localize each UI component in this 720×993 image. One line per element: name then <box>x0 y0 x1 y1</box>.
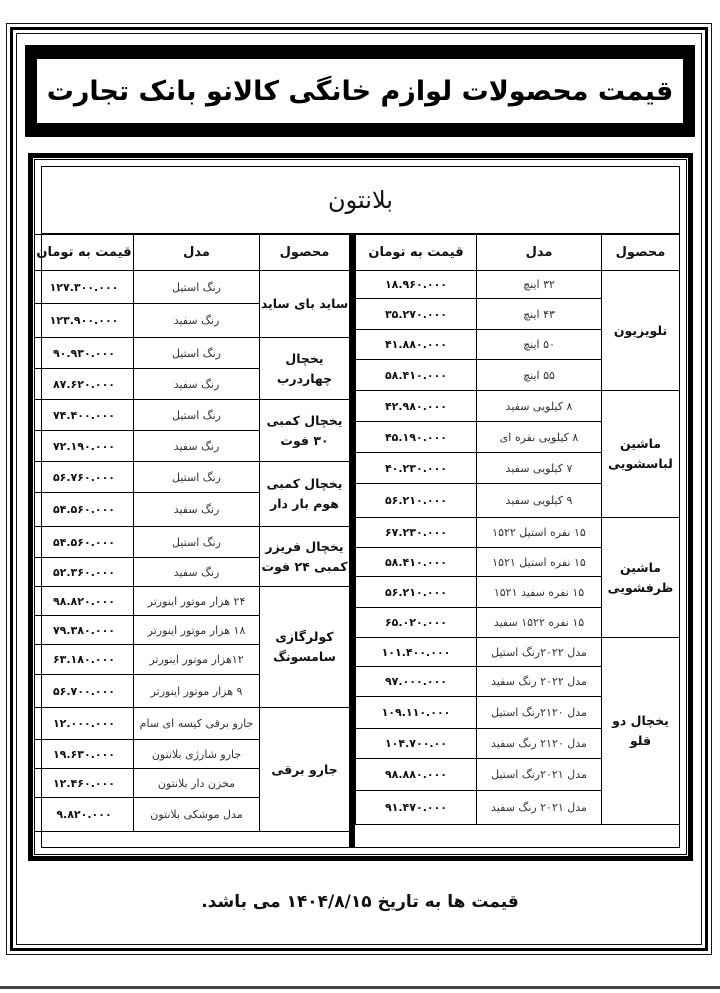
product-cell: ماشین لباسشویی <box>602 391 680 518</box>
header-model: مدل <box>477 235 602 271</box>
table-row <box>35 708 350 740</box>
price-cell: ۱۸.۹۶۰.۰۰۰ <box>356 271 477 299</box>
model-cell: مدل ۲۰۲۱رنگ استیل <box>477 759 602 791</box>
right-price-table <box>355 234 679 847</box>
price-cell: ۱۰۹.۱۱۰.۰۰۰ <box>356 697 477 729</box>
price-cell: ۸۷.۶۲۰.۰۰۰ <box>35 369 134 400</box>
price-cell: ۷۲.۱۹۰.۰۰۰ <box>35 431 134 462</box>
model-cell: رنگ استیل <box>134 271 260 304</box>
model-cell: رنگ استیل <box>134 338 260 369</box>
price-cell: ۵۶.۷۰۰.۰۰۰ <box>35 675 134 708</box>
product-cell: ساید بای ساید <box>260 271 350 338</box>
price-cell: ۹۷.۰۰۰.۰۰۰ <box>356 667 477 697</box>
model-cell: رنگ استیل <box>134 462 260 493</box>
model-cell: مدل ۲۰۲۱ رنگ سفید <box>477 791 602 825</box>
model-cell: مدل ۲۱۲۰رنگ استیل <box>477 697 602 729</box>
model-cell: جارو شارژی بلانتون <box>134 740 260 769</box>
model-cell: ۸ کیلویی نقره ای <box>477 422 602 453</box>
model-cell: ۵۰ اینچ <box>477 330 602 360</box>
model-cell: ۳۲ اینچ <box>477 271 602 299</box>
product-cell: کولرگازی سامسونگ <box>260 587 350 708</box>
price-cell: ۹.۸۲۰.۰۰۰ <box>35 798 134 832</box>
column-separator <box>349 234 355 847</box>
price-cell: ۹۰.۹۳۰.۰۰۰ <box>35 338 134 369</box>
model-cell: ۱۲هزار موتور اینورتر <box>134 645 260 675</box>
product-cell: یخچال فریزر کمبی ۲۴ فوت <box>260 527 350 587</box>
price-cell: ۴۱.۸۸۰.۰۰۰ <box>356 330 477 360</box>
price-cell: ۴۰.۲۳۰.۰۰۰ <box>356 453 477 484</box>
price-cell: ۱۹.۶۳۰.۰۰۰ <box>35 740 134 769</box>
model-cell: مدل ۲۰۲۲ رنگ سفید <box>477 667 602 697</box>
model-cell: جارو برقی کیسه ای سام <box>134 708 260 740</box>
title-inner <box>37 59 683 123</box>
model-cell: ۱۵ نفره استیل ۱۵۲۱ <box>477 548 602 577</box>
table-row <box>356 638 680 667</box>
price-date-note: قیمت ها به تاریخ ۱۴۰۴/۸/۱۵ می باشد. <box>201 892 519 912</box>
right-table <box>355 234 680 825</box>
product-cell: یخچال دو قلو <box>602 638 680 825</box>
table-row <box>356 271 680 299</box>
price-cell: ۴۵.۱۹۰.۰۰۰ <box>356 422 477 453</box>
brand-name: بلانتون <box>328 186 393 214</box>
table-row <box>356 391 680 422</box>
price-cell: ۱۲.۰۰۰.۰۰۰ <box>35 708 134 740</box>
price-table-frame <box>28 153 693 861</box>
right-table-body <box>356 271 680 825</box>
header-price: قیمت به تومان <box>35 235 134 271</box>
page-title: قیمت محصولات لوازم خانگی کالانو بانک تجارت <box>46 75 674 107</box>
model-cell: رنگ سفید <box>134 493 260 527</box>
header-product: محصول <box>260 235 350 271</box>
table-row <box>35 462 350 493</box>
price-table-inner <box>36 166 680 848</box>
model-cell: رنگ سفید <box>134 558 260 587</box>
price-cell: ۷۹.۳۸۰.۰۰۰ <box>35 616 134 645</box>
left-price-table <box>34 234 349 847</box>
header-price: قیمت به تومان <box>356 235 477 271</box>
model-cell: ۸ کیلویی سفید <box>477 391 602 422</box>
model-cell: مدل ۲۰۲۲رنگ استیل <box>477 638 602 667</box>
table-halves <box>36 233 679 847</box>
model-cell: ۴۳ اینچ <box>477 299 602 330</box>
price-cell: ۱۲۷.۳۰۰.۰۰۰ <box>35 271 134 304</box>
price-cell: ۶۷.۲۳۰.۰۰۰ <box>356 518 477 548</box>
header-row <box>356 235 680 271</box>
model-cell: ۷ کیلویی سفید <box>477 453 602 484</box>
table-row <box>35 527 350 558</box>
price-cell: ۶۵.۰۲۰.۰۰۰ <box>356 608 477 638</box>
price-cell: ۵۶.۷۶۰.۰۰۰ <box>35 462 134 493</box>
price-cell: ۱۲۳.۹۰۰.۰۰۰ <box>35 304 134 338</box>
model-cell: رنگ سفید <box>134 431 260 462</box>
price-cell: ۵۴.۵۶۰.۰۰۰ <box>35 527 134 558</box>
left-table-body <box>35 271 350 832</box>
product-cell: تلویزیون <box>602 271 680 391</box>
model-cell: ۱۵ نفره ۱۵۲۲ سفید <box>477 608 602 638</box>
model-cell: رنگ استیل <box>134 400 260 431</box>
price-cell: ۵۲.۳۶۰.۰۰۰ <box>35 558 134 587</box>
product-cell: یخچال کمبی ۳۰ فوت <box>260 400 350 462</box>
product-cell: ماشین ظرفشویی <box>602 518 680 638</box>
product-cell: یخچال کمبی هوم بار دار <box>260 462 350 527</box>
model-cell: ۱۵ نفره سفید ۱۵۲۱ <box>477 577 602 608</box>
model-cell: مدل موشکی بلانتون <box>134 798 260 832</box>
price-cell: ۵۶.۲۱۰.۰۰۰ <box>356 484 477 518</box>
table-row <box>356 518 680 548</box>
price-cell: ۶۳.۱۸۰.۰۰۰ <box>35 645 134 675</box>
model-cell: ۵۵ اینچ <box>477 360 602 391</box>
price-cell: ۵۶.۲۱۰.۰۰۰ <box>356 577 477 608</box>
model-cell: ۹ کیلویی سفید <box>477 484 602 518</box>
product-cell: یخچال چهاردرب <box>260 338 350 400</box>
price-cell: ۳۵.۲۷۰.۰۰۰ <box>356 299 477 330</box>
model-cell: ۹ هزار موتور اینورتر <box>134 675 260 708</box>
price-cell: ۴۲.۹۸۰.۰۰۰ <box>356 391 477 422</box>
table-row <box>35 587 350 616</box>
model-cell: رنگ استیل <box>134 527 260 558</box>
model-cell: رنگ سفید <box>134 369 260 400</box>
price-cell: ۵۸.۴۱۰.۰۰۰ <box>356 548 477 577</box>
price-cell: ۱۰۱.۴۰۰.۰۰۰ <box>356 638 477 667</box>
header-row <box>35 235 350 271</box>
product-cell: جارو برقی <box>260 708 350 832</box>
price-cell: ۹۸.۸۲۰.۰۰۰ <box>35 587 134 616</box>
table-row <box>35 338 350 369</box>
model-cell: رنگ سفید <box>134 304 260 338</box>
price-cell: ۷۴.۴۰۰.۰۰۰ <box>35 400 134 431</box>
bottom-divider <box>0 986 720 989</box>
price-cell: ۱۰۴.۷۰۰.۰۰ <box>356 729 477 759</box>
table-row <box>35 400 350 431</box>
header-product: محصول <box>602 235 680 271</box>
price-cell: ۵۸.۴۱۰.۰۰۰ <box>356 360 477 391</box>
left-table <box>34 234 350 832</box>
header-model: مدل <box>134 235 260 271</box>
price-cell: ۵۴.۵۶۰.۰۰۰ <box>35 493 134 527</box>
model-cell: مخزن دار بلانتون <box>134 769 260 798</box>
price-cell: ۹۱.۴۷۰.۰۰۰ <box>356 791 477 825</box>
model-cell: ۱۸ هزار موتور اینورتر <box>134 616 260 645</box>
model-cell: ۱۵ نفره استیل ۱۵۲۲ <box>477 518 602 548</box>
model-cell: مدل ۲۱۲۰ رنگ سفید <box>477 729 602 759</box>
table-row <box>35 271 350 304</box>
model-cell: ۲۴ هزار موتور اینورتر <box>134 587 260 616</box>
price-cell: ۹۸.۸۸۰.۰۰۰ <box>356 759 477 791</box>
title-banner <box>25 45 695 137</box>
price-cell: ۱۲.۴۶۰.۰۰۰ <box>35 769 134 798</box>
